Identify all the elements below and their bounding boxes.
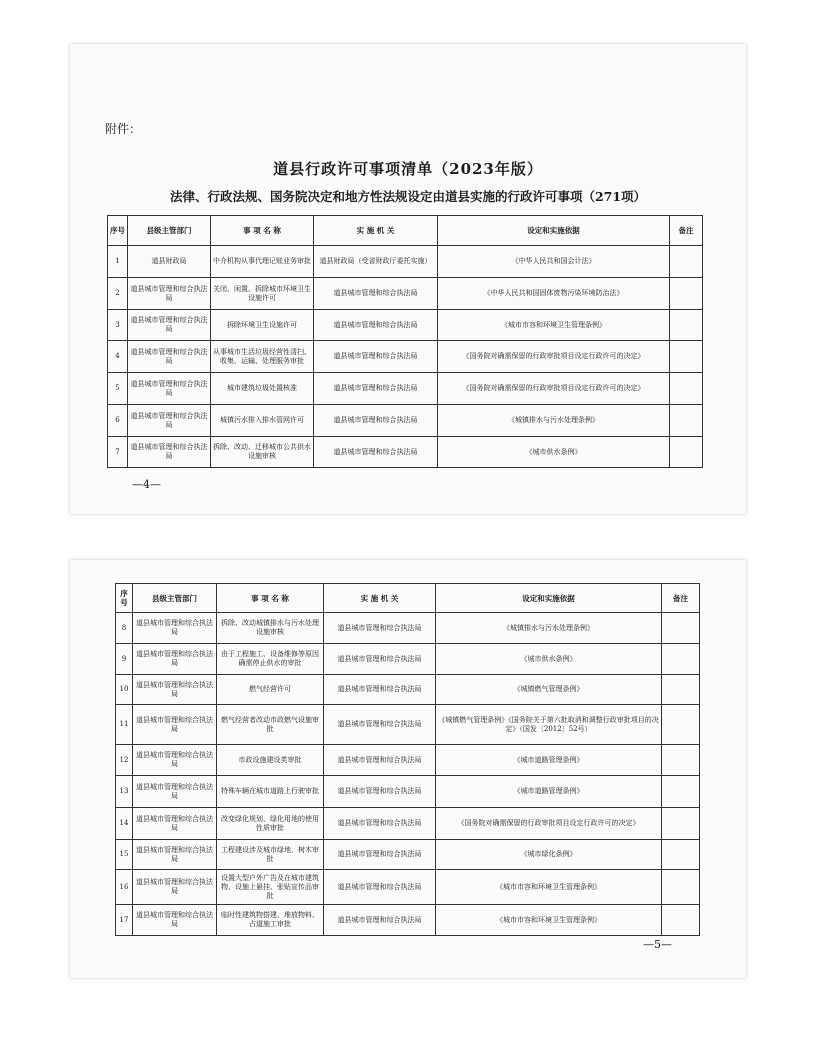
cell-basis: 《中华人民共和国会计法》 <box>438 246 670 278</box>
cell-agency: 道县城市管理和综合执法局 <box>324 776 436 808</box>
cell-seq: 14 <box>116 808 133 840</box>
cell-dept: 道县城市管理和综合执法局 <box>133 905 217 936</box>
cell-seq: 13 <box>116 776 133 808</box>
table-row <box>108 246 703 278</box>
cell-dept: 道县城市管理和综合执法局 <box>128 437 211 468</box>
table-row <box>116 840 700 870</box>
cell-remark <box>662 776 700 808</box>
table-row <box>108 278 703 310</box>
cell-dept: 道县城市管理和综合执法局 <box>133 705 217 745</box>
cell-basis: 《城市供水条例》 <box>436 644 662 675</box>
cell-agency: 道县城市管理和综合执法局 <box>324 808 436 840</box>
header-seq: 序号 <box>108 216 128 246</box>
page-subtitle: 法律、行政法规、国务院决定和地方性法规设定由道县实施的行政许可事项（271项） <box>169 189 647 204</box>
cell-item: 关闭、闲置、拆除城市环境卫生设施许可 <box>211 278 314 310</box>
cell-dept: 道县城市管理和综合执法局 <box>133 745 217 776</box>
header-agency: 实 施 机 关 <box>314 216 438 246</box>
cell-dept: 道县城市管理和综合执法局 <box>133 644 217 675</box>
header-seq: 序号 <box>116 584 133 613</box>
cell-remark <box>670 246 703 278</box>
table-row <box>108 341 703 373</box>
cell-seq: 1 <box>108 246 128 278</box>
cell-basis: 《国务院对确需保留的行政审批项目设定行政许可的决定》 <box>438 373 670 405</box>
table-row <box>108 310 703 341</box>
cell-seq: 3 <box>108 310 128 341</box>
cell-seq: 9 <box>116 644 133 675</box>
cell-dept: 道县城市管理和综合执法局 <box>128 341 211 373</box>
cell-remark <box>670 341 703 373</box>
cell-dept: 道县城市管理和综合执法局 <box>128 405 211 437</box>
cell-item: 改变绿化规划、绿化用地的使用性质审批 <box>217 808 324 840</box>
cell-item: 从事城市生活垃圾经营性清扫、收集、运输、处理服务审批 <box>211 341 314 373</box>
cell-agency: 道县城市管理和综合执法局 <box>314 278 438 310</box>
cell-dept: 道县城市管理和综合执法局 <box>133 675 217 705</box>
attachment-label: 附件： <box>105 122 142 136</box>
header-remark: 备注 <box>662 584 700 613</box>
cell-basis: 《国务院对确需保留的行政审批项目设定行政许可的决定》 <box>438 341 670 373</box>
cell-basis: 《城镇排水与污水处理条例》 <box>438 405 670 437</box>
table-row <box>108 437 703 468</box>
cell-seq: 12 <box>116 745 133 776</box>
cell-seq: 17 <box>116 905 133 936</box>
cell-dept: 道县城市管理和综合执法局 <box>133 808 217 840</box>
cell-remark <box>662 613 700 644</box>
cell-seq: 10 <box>116 675 133 705</box>
cell-remark <box>670 310 703 341</box>
cell-agency: 道县城市管理和综合执法局 <box>314 310 438 341</box>
cell-basis: 《城镇燃气管理条例》 <box>436 675 662 705</box>
cell-remark <box>662 745 700 776</box>
cell-dept: 道县财政局 <box>128 246 211 278</box>
cell-basis: 《城市绿化条例》 <box>436 840 662 870</box>
cell-dept: 道县城市管理和综合执法局 <box>133 870 217 905</box>
table-row <box>116 905 700 936</box>
cell-basis: 《城镇燃气管理条例》《国务院关于第六批取消和调整行政审批项目的决定》（国发〔2012〕52号） <box>436 705 662 745</box>
cell-remark <box>662 675 700 705</box>
cell-seq: 16 <box>116 870 133 905</box>
cell-dept: 道县城市管理和综合执法局 <box>128 373 211 405</box>
permit-table-page-5 <box>115 583 700 936</box>
cell-item: 设置大型户外广告及在城市建筑物、设施上悬挂、张贴宣传品审批 <box>217 870 324 905</box>
header-agency: 实 施 机 关 <box>324 584 436 613</box>
cell-agency: 道县城市管理和综合执法局 <box>324 613 436 644</box>
header-item: 事 项 名 称 <box>211 216 314 246</box>
cell-dept: 道县城市管理和综合执法局 <box>128 278 211 310</box>
cell-seq: 2 <box>108 278 128 310</box>
page-title: 道县行政许可事项清单（2023年版） <box>273 160 543 178</box>
header-basis: 设定和实施依据 <box>438 216 670 246</box>
table-row <box>108 373 703 405</box>
cell-remark <box>662 705 700 745</box>
cell-item: 拆除、改动、迁移城市公共供水设施审核 <box>211 437 314 468</box>
cell-remark <box>670 437 703 468</box>
cell-agency: 道县城市管理和综合执法局 <box>324 870 436 905</box>
cell-remark <box>670 278 703 310</box>
table-row <box>116 705 700 745</box>
header-dept: 县级主管部门 <box>128 216 211 246</box>
table-row <box>116 675 700 705</box>
cell-agency: 道县城市管理和综合执法局 <box>324 840 436 870</box>
table-row <box>116 776 700 808</box>
page-number-5: —5— <box>643 938 672 951</box>
cell-item: 燃气经营者改动市政燃气设施审批 <box>217 705 324 745</box>
cell-agency: 道县城市管理和综合执法局 <box>324 675 436 705</box>
page-number-4: —4— <box>132 478 161 491</box>
cell-basis: 《国务院对确需保留的行政审批项目设定行政许可的决定》 <box>436 808 662 840</box>
cell-item: 燃气经营许可 <box>217 675 324 705</box>
cell-basis: 《城镇排水与污水处理条例》 <box>436 613 662 644</box>
cell-basis: 《城市供水条例》 <box>438 437 670 468</box>
cell-agency: 道县城市管理和综合执法局 <box>314 341 438 373</box>
table-row <box>116 808 700 840</box>
cell-dept: 道县城市管理和综合执法局 <box>128 310 211 341</box>
cell-item: 市政设施建设类审批 <box>217 745 324 776</box>
cell-remark <box>662 905 700 936</box>
header-dept: 县级主管部门 <box>133 584 217 613</box>
table-row <box>108 405 703 437</box>
permit-table-page-4 <box>107 215 703 468</box>
cell-seq: 4 <box>108 341 128 373</box>
cell-item: 由于工程施工、设备维修等原因确需停止供水的审批 <box>217 644 324 675</box>
cell-agency: 道县城市管理和综合执法局 <box>324 644 436 675</box>
cell-basis: 《城市市容和环境卫生管理条例》 <box>438 310 670 341</box>
table-row <box>116 613 700 644</box>
cell-seq: 8 <box>116 613 133 644</box>
cell-agency: 道县财政局（受省财政厅委托实施） <box>314 246 438 278</box>
cell-item: 城市建筑垃圾处置核准 <box>211 373 314 405</box>
cell-basis: 《城市道路管理条例》 <box>436 776 662 808</box>
cell-seq: 5 <box>108 373 128 405</box>
cell-item: 拆除环境卫生设施许可 <box>211 310 314 341</box>
table-row <box>116 644 700 675</box>
cell-agency: 道县城市管理和综合执法局 <box>324 705 436 745</box>
cell-basis: 《城市道路管理条例》 <box>436 745 662 776</box>
cell-dept: 道县城市管理和综合执法局 <box>133 840 217 870</box>
cell-agency: 道县城市管理和综合执法局 <box>314 405 438 437</box>
table-row <box>116 870 700 905</box>
cell-agency: 道县城市管理和综合执法局 <box>314 373 438 405</box>
cell-basis: 《中华人民共和国固体废物污染环境防治法》 <box>438 278 670 310</box>
cell-seq: 6 <box>108 405 128 437</box>
cell-remark <box>662 840 700 870</box>
cell-agency: 道县城市管理和综合执法局 <box>324 745 436 776</box>
cell-basis: 《城市市容和环境卫生管理条例》 <box>436 905 662 936</box>
cell-basis: 《城市市容和环境卫生管理条例》 <box>436 870 662 905</box>
cell-item: 拆除、改动城镇排水与污水处理设施审核 <box>217 613 324 644</box>
header-remark: 备注 <box>670 216 703 246</box>
header-item: 事 项 名 称 <box>217 584 324 613</box>
cell-item: 工程建设涉及城市绿地、树木审批 <box>217 840 324 870</box>
cell-seq: 11 <box>116 705 133 745</box>
cell-item: 特殊车辆在城市道路上行驶审批 <box>217 776 324 808</box>
cell-remark <box>662 644 700 675</box>
cell-dept: 道县城市管理和综合执法局 <box>133 613 217 644</box>
cell-seq: 7 <box>108 437 128 468</box>
cell-remark <box>662 870 700 905</box>
cell-remark <box>670 373 703 405</box>
cell-remark <box>662 808 700 840</box>
cell-agency: 道县城市管理和综合执法局 <box>324 905 436 936</box>
cell-remark <box>670 405 703 437</box>
cell-dept: 道县城市管理和综合执法局 <box>133 776 217 808</box>
cell-seq: 15 <box>116 840 133 870</box>
table-row <box>116 745 700 776</box>
cell-item: 中介机构从事代理记账业务审批 <box>211 246 314 278</box>
cell-item: 城镇污水排入排水管网许可 <box>211 405 314 437</box>
header-basis: 设定和实施依据 <box>436 584 662 613</box>
cell-item: 临时性建筑物搭建、堆放物料、占道施工审批 <box>217 905 324 936</box>
cell-agency: 道县城市管理和综合执法局 <box>314 437 438 468</box>
